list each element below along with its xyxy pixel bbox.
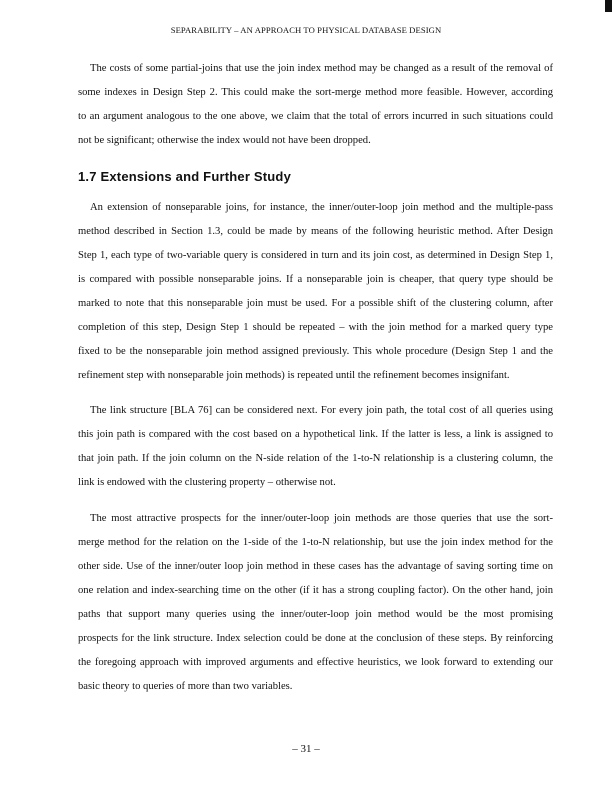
text-line: other side. Use of the inner/outer loop join method in these cases has the advantage of saving sorting time on	[78, 561, 553, 572]
text-line: The link structure [BLA 76] can be considered next. For every join path, the total cost of all queries using	[90, 405, 553, 416]
text-line: merge method for the relation on the 1-side of the 1-to-N relationship, but use the join index method for the	[78, 537, 553, 548]
section-heading: 1.7 Extensions and Further Study	[78, 169, 291, 184]
text-line: prospects for the link structure. Index selection could be done at the conclusion of these steps. By reinforcing	[78, 633, 553, 644]
text-line: this join path is compared with the cost based on a hypothetical link. If the latter is less, a link is assigned to	[78, 429, 553, 440]
text-line: to an argument analogous to the one above, we claim that the total of errors incurred in such situations could	[78, 111, 553, 122]
text-line: some indexes in Design Step 2. This could make the sort-merge method more feasible. However, according	[78, 87, 553, 98]
paragraph-4	[78, 507, 553, 699]
text-line: The most attractive prospects for the inner/outer-loop join methods are those queries that use the sort-	[90, 513, 553, 524]
text-line: is compared with possible nonseparable joins. If a nonseparable join is cheaper, that query type should be	[78, 274, 553, 285]
paragraph-1	[78, 57, 553, 153]
text-line: not be significant; otherwise the index would not have been dropped.	[78, 135, 371, 146]
text-line: marked to note that this nonseparable join must be used. For a possible shift of the clustering column, after	[78, 298, 553, 309]
text-line: that join path. If the join column on the N-side relation of the 1-to-N relationship is a clustering column, the	[78, 453, 553, 464]
text-line: link is endowed with the clustering property – otherwise not.	[78, 477, 336, 488]
text-line: An extension of nonseparable joins, for instance, the inner/outer-loop join method and the multiple-pass	[90, 202, 553, 213]
scan-corner-mark	[605, 0, 612, 12]
text-line: The costs of some partial-joins that use the join index method may be changed as a result of the removal of	[90, 63, 553, 74]
running-head: SEPARABILITY – AN APPROACH TO PHYSICAL DATABASE DESIGN	[170, 25, 442, 35]
text-line: Step 1, each type of two-variable query is considered in turn and its join cost, as determined in Design Step 1,	[78, 250, 553, 261]
text-line: completion of this step, Design Step 1 should be repeated – with the join method for a marked query type	[78, 322, 553, 333]
page-number: – 31 –	[292, 743, 320, 755]
paragraph-3	[78, 399, 553, 495]
text-line: fixed to be the nonseparable join method assigned previously. This whole procedure (Design Step 1 and the	[78, 346, 553, 357]
text-line: paths that support many queries using the inner/outer-loop join method would be the most promising	[78, 609, 553, 620]
text-line: basic theory to queries of more than two variables.	[78, 681, 293, 692]
text-line: the foregoing approach with improved arguments and effective heuristics, we look forward to extending our	[78, 657, 553, 668]
text-line: one relation and index-searching time on the other (if it has a strong coupling factor). On the other hand, join	[78, 585, 553, 596]
text-line: method described in Section 1.3, could be made by means of the following heuristic method. After Design	[78, 226, 553, 237]
paragraph-2	[78, 196, 553, 388]
text-line: refinement step with nonseparable join methods) is repeated until the refinement becomes insignifant.	[78, 370, 510, 381]
